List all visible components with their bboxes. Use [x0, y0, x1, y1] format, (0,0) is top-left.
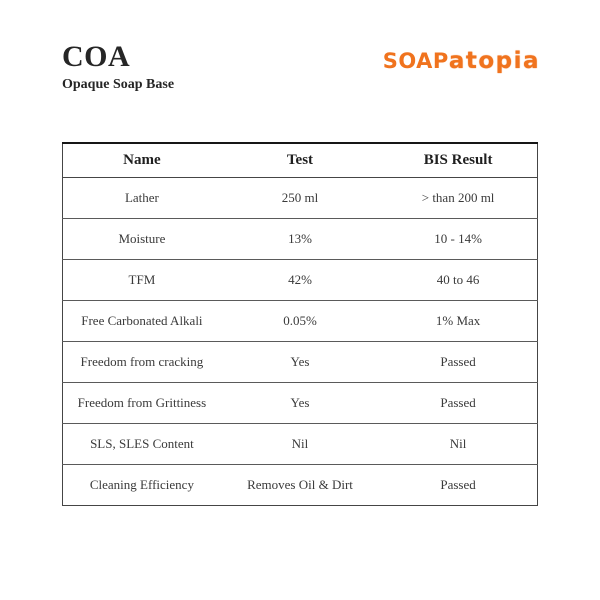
table-cell: 10 - 14%: [379, 218, 537, 259]
table-row: [63, 177, 538, 218]
table-cell: > than 200 ml: [379, 177, 537, 218]
table-cell: Moisture: [63, 218, 221, 259]
table-cell: Freedom from Grittiness: [63, 382, 221, 423]
table-cell: Removes Oil & Dirt: [221, 464, 379, 505]
table-cell: 13%: [221, 218, 379, 259]
table-cell: Passed: [379, 382, 537, 423]
column-header-name: Name: [63, 143, 221, 177]
table-row: [63, 259, 538, 300]
table-cell: Cleaning Efficiency: [63, 464, 221, 505]
document-header: [0, 0, 600, 92]
page-subtitle: Opaque Soap Base: [62, 77, 175, 92]
table-cell: Yes: [221, 382, 379, 423]
table-cell: Nil: [379, 423, 537, 464]
table-cell: Yes: [221, 341, 379, 382]
coa-table-body: [63, 177, 538, 505]
table-cell: Freedom from cracking: [63, 341, 221, 382]
table-cell: Passed: [379, 464, 537, 505]
table-row: [63, 423, 538, 464]
table-cell: 1% Max: [379, 300, 537, 341]
table-row: [63, 300, 538, 341]
table-cell: 40 to 46: [379, 259, 537, 300]
table-cell: Free Carbonated Alkali: [63, 300, 221, 341]
title-block: [62, 42, 174, 92]
table-cell: 250 ml: [221, 177, 379, 218]
table-header-row: [63, 143, 538, 177]
table-cell: 0.05%: [221, 300, 379, 341]
table-row: [63, 382, 538, 423]
coa-results-table: [62, 142, 538, 506]
page-title: COA: [62, 40, 131, 73]
table-row: [63, 341, 538, 382]
coa-table-container: [62, 142, 538, 506]
table-cell: Nil: [221, 423, 379, 464]
coa-table-head: [63, 143, 538, 177]
brand-logo: [383, 50, 540, 73]
table-row: [63, 464, 538, 505]
table-row: [63, 218, 538, 259]
table-cell: Passed: [379, 341, 537, 382]
table-cell: SLS, SLES Content: [63, 423, 221, 464]
table-cell: 42%: [221, 259, 379, 300]
brand-logo-text-atopia: atopia: [448, 48, 540, 74]
column-header-bis-result: BIS Result: [379, 143, 537, 177]
table-cell: Lather: [63, 177, 221, 218]
brand-logo-text-soap: SOAP: [382, 49, 449, 73]
table-cell: TFM: [63, 259, 221, 300]
column-header-test: Test: [221, 143, 379, 177]
